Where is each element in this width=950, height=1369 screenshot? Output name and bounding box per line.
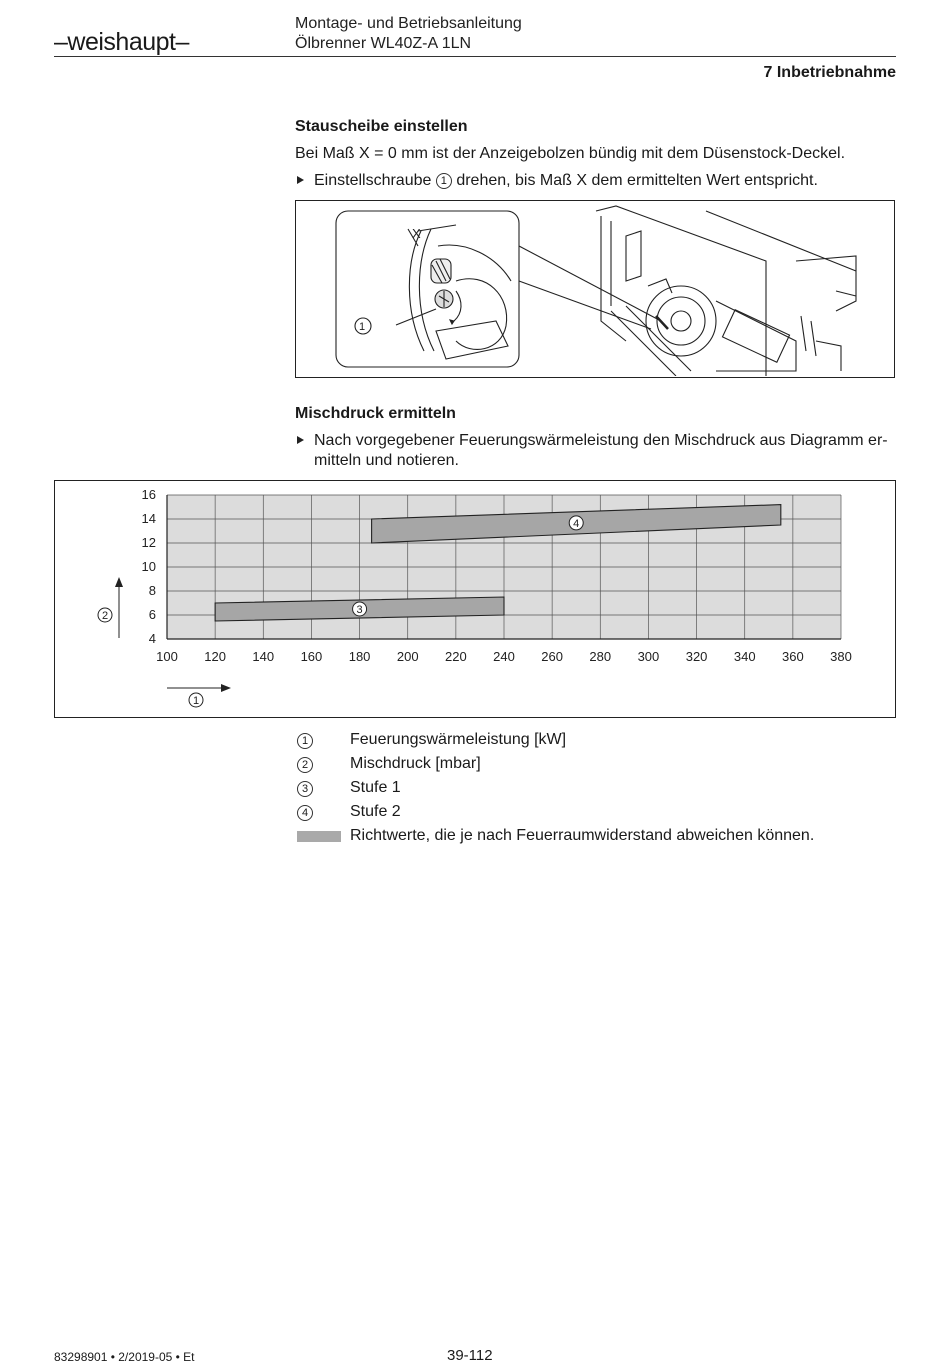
y-tick-label: 12 bbox=[141, 535, 156, 550]
document-number: 83298901 • 2/2019-05 • Et bbox=[54, 1350, 195, 1364]
page-number: 39-112 bbox=[447, 1347, 493, 1364]
y-tick-label: 8 bbox=[148, 583, 156, 598]
y-axis-label: 2 bbox=[101, 610, 109, 622]
y-tick-label: 4 bbox=[148, 631, 156, 646]
section-paragraph: Bei Maß X = 0 mm ist der Anzeigebolzen bündig mit dem Düsenstock-Deckel. bbox=[295, 145, 846, 162]
drawing-callout-number: 1 bbox=[359, 321, 366, 333]
legend-text: Feuerungswärmeleistung [kW] bbox=[350, 731, 567, 748]
legend-band-text: Richtwerte, die je nach Feuerraumwiderstand abweichen können. bbox=[350, 827, 815, 844]
bullet-line-2: mitteln und notieren. bbox=[314, 452, 459, 469]
section-heading-stauscheibe: Stauscheibe einstellen bbox=[295, 118, 468, 135]
legend-number: 4 bbox=[297, 805, 313, 821]
detail-inset bbox=[336, 211, 519, 367]
x-tick-label: 240 bbox=[493, 649, 515, 664]
x-tick-label: 160 bbox=[300, 649, 323, 664]
y-axis-arrow-head bbox=[115, 577, 123, 587]
x-tick-label: 140 bbox=[252, 649, 275, 664]
legend-number: 3 bbox=[297, 781, 313, 797]
bullet-triangle-icon bbox=[297, 436, 304, 444]
burner-drawing bbox=[296, 201, 893, 376]
x-tick-label: 220 bbox=[445, 649, 467, 664]
y-tick-label: 6 bbox=[148, 607, 156, 622]
weishaupt-logo: –weishaupt– bbox=[54, 28, 189, 56]
x-tick-label: 320 bbox=[685, 649, 708, 664]
x-tick-label: 360 bbox=[782, 649, 804, 664]
x-tick-label: 120 bbox=[204, 649, 226, 664]
stage-label: 4 bbox=[573, 517, 580, 530]
legend-text: Mischdruck [mbar] bbox=[350, 755, 481, 772]
x-tick-label: 300 bbox=[637, 649, 660, 664]
x-tick-label: 200 bbox=[396, 649, 419, 664]
x-axis-arrow-head bbox=[221, 684, 231, 692]
legend-number: 1 bbox=[297, 733, 313, 749]
bullet-triangle-icon bbox=[297, 176, 304, 184]
bullet-text-post: drehen, bis Maß X dem ermittelten Wert entspricht. bbox=[456, 172, 818, 189]
x-tick-label: 340 bbox=[733, 649, 756, 664]
legend-text: Stufe 1 bbox=[350, 779, 401, 796]
stage-label: 3 bbox=[356, 604, 363, 616]
x-axis-label: 1 bbox=[192, 695, 200, 707]
instruction-bullet-2 bbox=[295, 431, 897, 471]
x-mark-label: X bbox=[412, 226, 421, 241]
instruction-bullet bbox=[295, 171, 897, 191]
x-tick-label: 100 bbox=[156, 649, 178, 664]
x-tick-label: 380 bbox=[830, 649, 852, 664]
burner-drawing-figure bbox=[295, 200, 895, 378]
header-rule bbox=[54, 56, 896, 57]
section-heading-mischdruck: Mischdruck ermitteln bbox=[295, 405, 456, 422]
legend-number: 2 bbox=[297, 757, 313, 773]
chapter-title: 7 Inbetriebnahme bbox=[763, 64, 896, 81]
zoom-line bbox=[519, 246, 661, 321]
y-tick-label: 16 bbox=[141, 487, 156, 502]
bullet-line-1: Nach vorgegebener Feuerungswärmeleistung den Mischdruck aus Diagramm er- bbox=[314, 432, 888, 449]
manual-title: Montage- und Betriebsanleitung bbox=[295, 15, 522, 32]
bullet-text-pre: Einstellschraube bbox=[314, 172, 432, 189]
x-tick-label: 260 bbox=[541, 649, 563, 664]
callout-number: 1 bbox=[436, 173, 452, 189]
x-tick-label: 280 bbox=[589, 649, 612, 664]
legend-text: Stufe 2 bbox=[350, 803, 401, 820]
mixing-pressure-chart bbox=[54, 480, 896, 718]
product-name: Ölbrenner WL40Z-A 1LN bbox=[295, 35, 472, 52]
y-tick-label: 10 bbox=[141, 559, 156, 574]
chart-svg bbox=[55, 481, 894, 716]
y-tick-label: 14 bbox=[141, 511, 156, 526]
x-tick-label: 180 bbox=[348, 649, 371, 664]
legend-swatch bbox=[297, 831, 341, 842]
